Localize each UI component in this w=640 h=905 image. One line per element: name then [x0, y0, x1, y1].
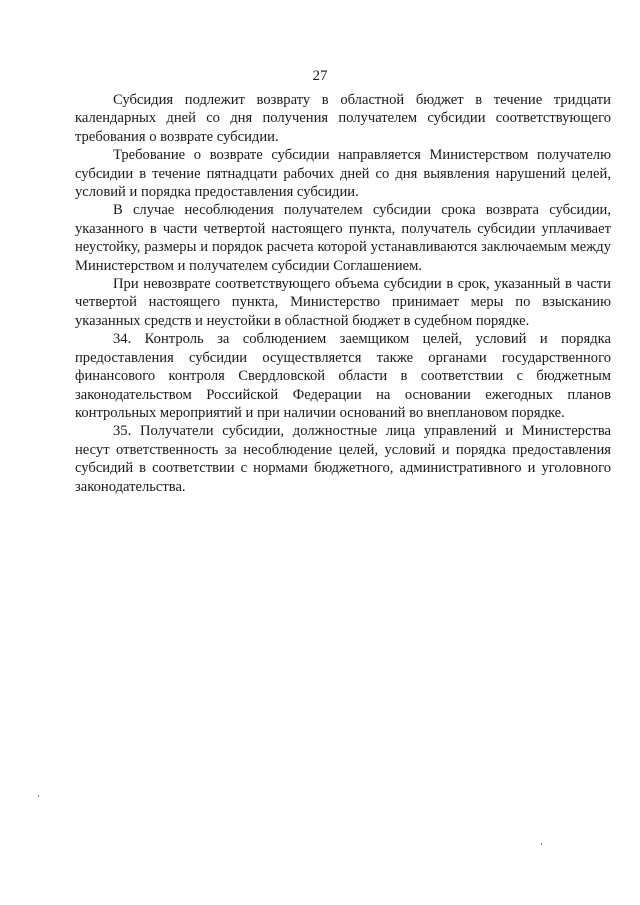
paragraph-item-35-responsibility: 35. Получатели субсидии, должностные лица управлений и Министерства несут ответственность за несоблюдение целей, условий и порядка предоставления субсидий в соответствии с нормами бюджетного, административного и уголовного законодательства.: [75, 423, 611, 495]
paragraph-item-34-control: 34. Контроль за соблюдением заемщиком целей, условий и порядка предоставления субсидии осуществляется также органами государственного финансового контроля Свердловской области в соответствии с бюджетным законодательством Российской Федерации на основании ежегодных планов контрольных мероприятий и при наличии оснований во внеплановом порядке.: [75, 331, 611, 421]
document-body: [75, 91, 611, 496]
paragraph-recovery-measures: При невозврате соответствующего объема субсидии в срок, указанный в части четвертой настоящего пункта, Министерство принимает меры по взысканию указанных средств и неустойки в областной бюджет в судебном порядке.: [75, 276, 611, 329]
paragraph-subsidy-return-deadline: Субсидия подлежит возврату в областной бюджет в течение тридцати календарных дней со дня получения получателем субсидии соответствующего требования о возврате субсидии.: [75, 92, 611, 145]
scan-speck: [38, 795, 39, 797]
page-number: 27: [312, 68, 328, 84]
scan-speck: [541, 843, 542, 845]
paragraph-penalty: В случае несоблюдения получателем субсидии срока возврата субсидии, указанного в части четвертой настоящего пункта, получатель субсидии уплачивает неустойку, размеры и порядок расчета которой устанавливаются заключаемым между Министерством и получателем субсидии Соглашением.: [75, 202, 611, 274]
paragraph-return-requirement: Требование о возврате субсидии направляется Министерством получателю субсидии в течение пятнадцати рабочих дней со дня выявления нарушений целей, условий и порядка предоставления субсидии.: [75, 147, 611, 201]
